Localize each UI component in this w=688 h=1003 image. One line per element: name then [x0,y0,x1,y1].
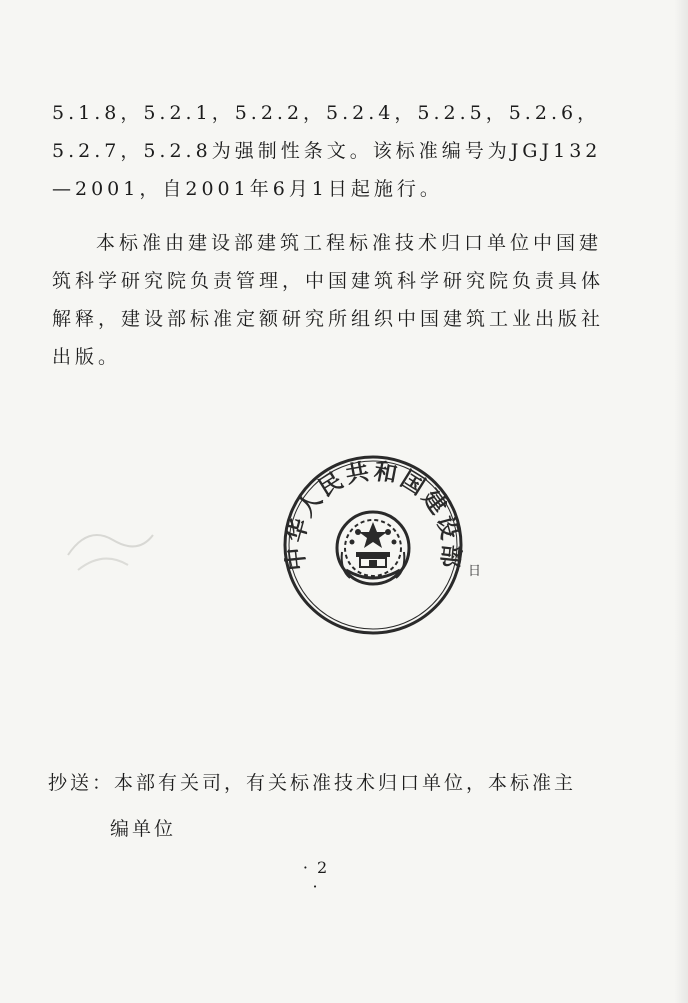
scan-edge [674,0,688,1003]
national-emblem-icon [337,512,409,584]
cc-line-1: 本部有关司，有关标准技术归口单位，本标准主 [114,772,577,794]
official-seal [280,452,466,638]
cc-label: 抄送： [48,772,115,794]
carbon-copy-block [48,764,588,848]
body-text [52,94,612,376]
seal-text: 中华人民共和国建设部 [281,457,465,572]
page-number: · 2 · [302,858,330,896]
paragraph-management: 本标准由建设部建筑工程标准技术归口单位中国建筑科学研究院负责管理，中国建筑科学研究院负责具体解释，建设部标准定额研究所组织中国建筑工业出版社出版。 [52,232,605,368]
scan-smudge [58,515,168,585]
paragraph-effective-date: 5.1.8，5.2.1，5.2.2，5.2.4，5.2.5，5.2.6，5.2.7，5.2.8为强制性条文。该标准编号为JGJ132—2001，自2001年6月1日起施行。 [52,102,602,200]
cc-line-2: 编单位 [110,818,177,840]
seal-trailing-char: 日 [468,564,482,579]
